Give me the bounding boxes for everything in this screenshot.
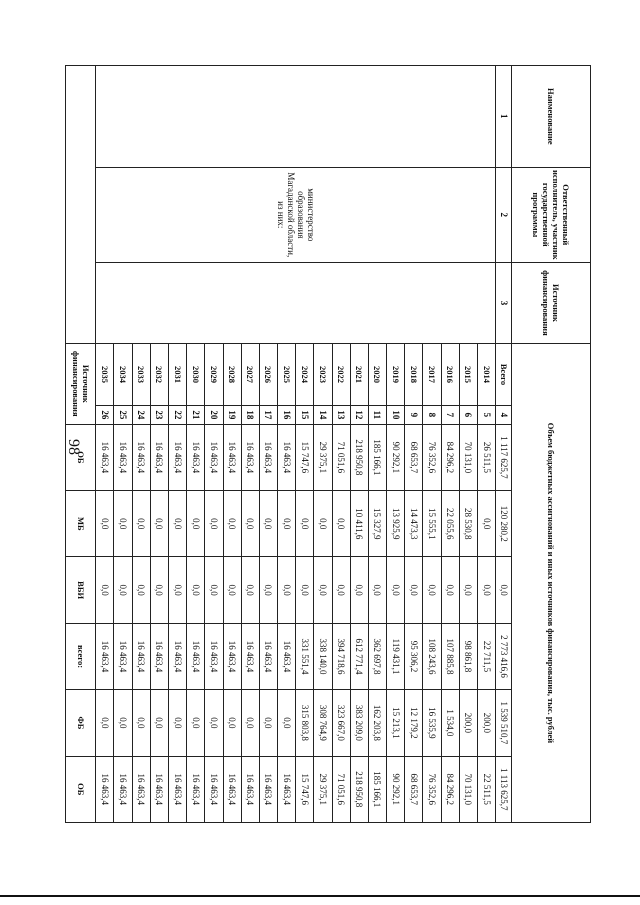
column-number: 21 [187,406,205,425]
column-number: 8 [423,406,441,425]
column-number: 22 [169,406,187,425]
column-number: 15 [296,406,314,425]
cell-value: 26 511,5 [477,424,495,490]
cell-value: 16 463,4 [205,424,223,490]
cell-value: 29 375,1 [314,424,332,490]
cell-value: 0,0 [368,557,386,623]
year-label: 2016 [441,343,459,405]
source-label: ФБ [66,690,96,756]
cell-value: 16 463,4 [223,424,241,490]
cell-value: 28 530,8 [459,491,477,557]
cell-value: 95 306,2 [405,623,423,689]
cell-value: 383 209,0 [350,690,368,756]
cell-value: 0,0 [150,491,168,557]
cell-value: 0,0 [314,557,332,623]
cell-value: 0,0 [96,690,114,756]
source-label: МБ [66,491,96,557]
year-label: 2017 [423,343,441,405]
cell-value: 0,0 [169,491,187,557]
column-number: 11 [368,406,386,425]
year-label: 2023 [314,343,332,405]
cell-value: 16 463,4 [169,623,187,689]
cell-value: 218 950,8 [350,424,368,490]
header-source: Источник финансирования [512,263,591,344]
cell-value: 107 885,8 [441,623,459,689]
page-number: 98 [65,439,82,455]
cell-value: 16 463,4 [223,756,241,822]
cell-value: 0,0 [187,557,205,623]
cell-value: 0,0 [132,557,150,623]
column-number: 16 [278,406,296,425]
column-number: 1 [496,66,512,168]
cell-value: 0,0 [96,491,114,557]
cell-value: 16 463,4 [150,424,168,490]
year-label: 2024 [296,343,314,405]
cell-value: 185 166,1 [368,756,386,822]
year-label: 2035 [96,343,114,405]
cell-value: 14 473,3 [405,491,423,557]
cell-value: 0,0 [496,557,512,623]
cell-value: 15 213,1 [387,690,405,756]
cell-value: 1 117 625,7 [496,424,512,490]
year-label: 2030 [187,343,205,405]
cell-value: 0,0 [332,491,350,557]
cell-value: 16 463,4 [259,756,277,822]
cell-value: 16 463,4 [259,623,277,689]
header-volume: Объем бюджетных ассигнований и иных источников финансирования, тыс. рублей [512,343,591,822]
cell-value: 12 179,2 [405,690,423,756]
cell-value: 16 463,4 [187,424,205,490]
cell-value: 16 463,4 [187,756,205,822]
cell-value: 70 131,0 [459,424,477,490]
source-row [66,66,96,823]
cell-value: 16 463,4 [241,623,259,689]
cell-value: 15 747,6 [296,756,314,822]
cell-value: 16 463,4 [169,756,187,822]
cell-value: 16 463,4 [241,424,259,490]
cell-value: 0,0 [314,491,332,557]
column-number: 3 [496,263,512,344]
cell-value: 84 296,2 [441,424,459,490]
blank-cell [66,66,96,344]
column-number: 12 [350,406,368,425]
cell-value: 90 292,1 [387,756,405,822]
cell-value: 200,0 [477,690,495,756]
cell-value: 0,0 [205,690,223,756]
source-label: ОБ [66,756,96,822]
source-label: ОБ [66,424,96,490]
cell-value: 71 051,6 [332,756,350,822]
year-label: 2019 [387,343,405,405]
year-label: 2033 [132,343,150,405]
cell-value: 323 667,0 [332,690,350,756]
cell-value: 68 653,7 [405,424,423,490]
cell-value: 13 925,9 [387,491,405,557]
cell-value: 22 711,5 [477,623,495,689]
column-number: 2 [496,167,512,262]
cell-value: 0,0 [477,557,495,623]
header-source-label: Источник финансирования [66,343,96,424]
cell-value: 0,0 [114,491,132,557]
year-label: 2021 [350,343,368,405]
cell-value: 0,0 [259,557,277,623]
header-total: Всего [496,343,512,405]
cell-value: 0,0 [132,690,150,756]
cell-value: 308 764,9 [314,690,332,756]
cell-value: 0,0 [350,557,368,623]
cell-value: 0,0 [241,491,259,557]
cell-value: 16 463,4 [169,424,187,490]
cell-value: 315 803,8 [296,690,314,756]
cell-value: 22 055,6 [441,491,459,557]
cell-value: 0,0 [114,690,132,756]
cell-value: 0,0 [278,557,296,623]
cell-value: 84 296,2 [441,756,459,822]
cell-value: 0,0 [441,557,459,623]
column-number: 4 [496,406,512,425]
cell-value: 16 463,4 [187,623,205,689]
header-responsible: Ответственный исполнитель, участник государственной программы [512,167,591,262]
cell-value: 0,0 [223,491,241,557]
cell-value: 0,0 [296,557,314,623]
column-number-row [496,66,512,823]
column-number: 6 [459,406,477,425]
cell-value: 16 463,4 [259,424,277,490]
year-label: 2029 [205,343,223,405]
column-number: 26 [96,406,114,425]
cell-value: 108 243,6 [423,623,441,689]
cell-value: 0,0 [223,557,241,623]
name-cell [96,66,496,168]
cell-value: 120 280,2 [496,491,512,557]
cell-value: 1 534,0 [441,690,459,756]
cell-value: 394 718,6 [332,623,350,689]
column-number: 24 [132,406,150,425]
cell-value: 15 747,6 [296,424,314,490]
cell-value: 71 051,6 [332,424,350,490]
cell-value: 16 463,4 [114,756,132,822]
cell-value: 218 950,8 [350,756,368,822]
cell-value: 0,0 [223,690,241,756]
cell-value: 16 463,4 [96,623,114,689]
cell-value: 0,0 [332,557,350,623]
cell-value: 0,0 [205,557,223,623]
budget-table [65,65,591,823]
cell-value: 0,0 [387,557,405,623]
source-cell [96,263,496,344]
cell-value: 76 352,6 [423,756,441,822]
cell-value: 0,0 [187,491,205,557]
cell-value: 10 411,6 [350,491,368,557]
cell-value: 362 697,8 [368,623,386,689]
header-name: Наименование [512,66,591,168]
cell-value: 90 292,1 [387,424,405,490]
cell-value: 68 653,7 [405,756,423,822]
year-label: 2014 [477,343,495,405]
cell-value: 0,0 [96,557,114,623]
column-number: 17 [259,406,277,425]
cell-value: 16 463,4 [278,756,296,822]
column-number: 5 [477,406,495,425]
cell-value: 0,0 [169,557,187,623]
cell-value: 0,0 [169,690,187,756]
cell-value: 0,0 [187,690,205,756]
cell-value: 98 861,8 [459,623,477,689]
year-label: 2020 [368,343,386,405]
responsible-cell: министерство образования Магаданской области, из них: [96,167,496,262]
cell-value: 119 431,1 [387,623,405,689]
year-label: 2027 [241,343,259,405]
cell-value: 16 463,4 [132,623,150,689]
cell-value: 0,0 [150,690,168,756]
column-number: 13 [332,406,350,425]
year-label: 2028 [223,343,241,405]
cell-value: 16 463,4 [96,756,114,822]
cell-value: 16 463,4 [223,623,241,689]
cell-value: 16 463,4 [205,623,223,689]
year-row [477,66,495,823]
column-number: 25 [114,406,132,425]
cell-value: 1 539 510,7 [496,690,512,756]
cell-value: 2 773 416,6 [496,623,512,689]
year-label: 2026 [259,343,277,405]
cell-value: 0,0 [241,557,259,623]
page-bottom-rule [0,895,640,897]
cell-value: 16 463,4 [114,623,132,689]
year-label: 2025 [278,343,296,405]
column-number: 7 [441,406,459,425]
year-label: 2018 [405,343,423,405]
cell-value: 70 131,0 [459,756,477,822]
cell-value: 16 463,4 [278,623,296,689]
cell-value: 16 463,4 [132,756,150,822]
cell-value: 16 535,9 [423,690,441,756]
header-row [512,66,591,823]
year-label: 2034 [114,343,132,405]
cell-value: 0,0 [132,491,150,557]
cell-value: 16 463,4 [205,756,223,822]
cell-value: 16 463,4 [150,756,168,822]
budget-table-rotated [65,65,591,823]
cell-value: 0,0 [278,690,296,756]
column-number: 23 [150,406,168,425]
cell-value: 0,0 [477,491,495,557]
year-label: 2015 [459,343,477,405]
cell-value: 29 375,1 [314,756,332,822]
cell-value: 0,0 [296,491,314,557]
cell-value: 200,0 [459,690,477,756]
cell-value: 0,0 [459,557,477,623]
cell-value: 185 166,1 [368,424,386,490]
cell-value: 1 113 625,7 [496,756,512,822]
cell-value: 0,0 [259,491,277,557]
year-label: 2032 [150,343,168,405]
cell-value: 22 511,5 [477,756,495,822]
cell-value: 16 463,4 [241,756,259,822]
cell-value: 0,0 [241,690,259,756]
cell-value: 612 771,4 [350,623,368,689]
column-number: 18 [241,406,259,425]
source-label: всего: [66,623,96,689]
cell-value: 16 463,4 [278,424,296,490]
cell-value: 16 463,4 [132,424,150,490]
column-number: 10 [387,406,405,425]
year-label: 2031 [169,343,187,405]
source-label: ВБИ [66,557,96,623]
year-label: 2022 [332,343,350,405]
column-number: 14 [314,406,332,425]
cell-value: 0,0 [259,690,277,756]
cell-value: 0,0 [423,557,441,623]
cell-value: 76 352,6 [423,424,441,490]
cell-value: 162 203,8 [368,690,386,756]
cell-value: 331 551,4 [296,623,314,689]
cell-value: 0,0 [405,557,423,623]
cell-value: 0,0 [205,491,223,557]
column-number: 20 [205,406,223,425]
cell-value: 15 555,1 [423,491,441,557]
column-number: 9 [405,406,423,425]
cell-value: 0,0 [278,491,296,557]
cell-value: 16 463,4 [96,424,114,490]
cell-value: 0,0 [150,557,168,623]
cell-value: 15 327,9 [368,491,386,557]
cell-value: 338 140,0 [314,623,332,689]
cell-value: 16 463,4 [114,424,132,490]
cell-value: 16 463,4 [150,623,168,689]
column-number: 19 [223,406,241,425]
cell-value: 0,0 [114,557,132,623]
